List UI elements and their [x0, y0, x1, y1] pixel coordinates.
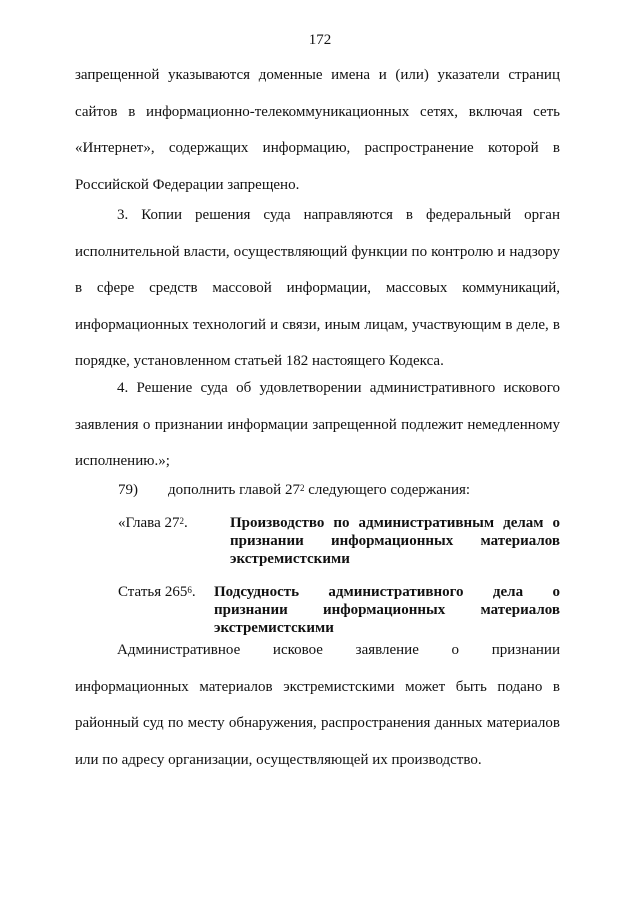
- list-item-number: 79): [118, 482, 138, 498]
- list-item-text: дополнить главой $27^2$ следующего содержания:: [168, 482, 471, 498]
- paragraph-text: 3. Копии решения суда направляются в федеральный орган исполнительной власти, осуществляющий функции по контролю и надзору в сфере средств массовой информации, массовых коммуникаций, информационных технологий и связи, иным лицам, участвующим в деле, в порядке, установленном статьей 182 настоящего Кодекса.: [75, 207, 560, 369]
- chapter-title: Производство по административным делам о признании информационных материалов экстремистскими: [230, 515, 560, 567]
- paragraph-item-3: [75, 197, 560, 380]
- paragraph-text: запрещенной указываются доменные имена и (или) указатели страниц сайтов в информационно-телекоммуникационных сетях, включая сеть «Интернет», содержащих информацию, распространение которой в Российской Федерации запрещено.: [75, 67, 560, 193]
- page-number: 172: [308, 32, 332, 48]
- article-title: Подсудность административного дела о признании информационных материалов экстремистскими: [214, 584, 560, 636]
- paragraph-item-4: [75, 370, 560, 480]
- paragraph-final: [75, 632, 560, 778]
- chapter-label: «Глава $27^2$.: [118, 515, 188, 531]
- paragraph-text: Административное исковое заявление о признании информационных материалов экстремистскими может быть подано в районный суд по месту обнаружения, распространения данных материалов или по адресу организации, осуществляющей их производство.: [75, 642, 560, 768]
- paragraph-continuation: [75, 57, 560, 203]
- chapter-heading: [118, 514, 560, 574]
- article-label: Статья $265^6$.: [118, 584, 196, 600]
- list-item-79: [118, 480, 470, 500]
- article-heading: [118, 583, 560, 636]
- paragraph-text: 4. Решение суда об удовлетворении административного искового заявления о признании информации запрещенной подлежит немедленному исполнению.»;: [75, 380, 560, 469]
